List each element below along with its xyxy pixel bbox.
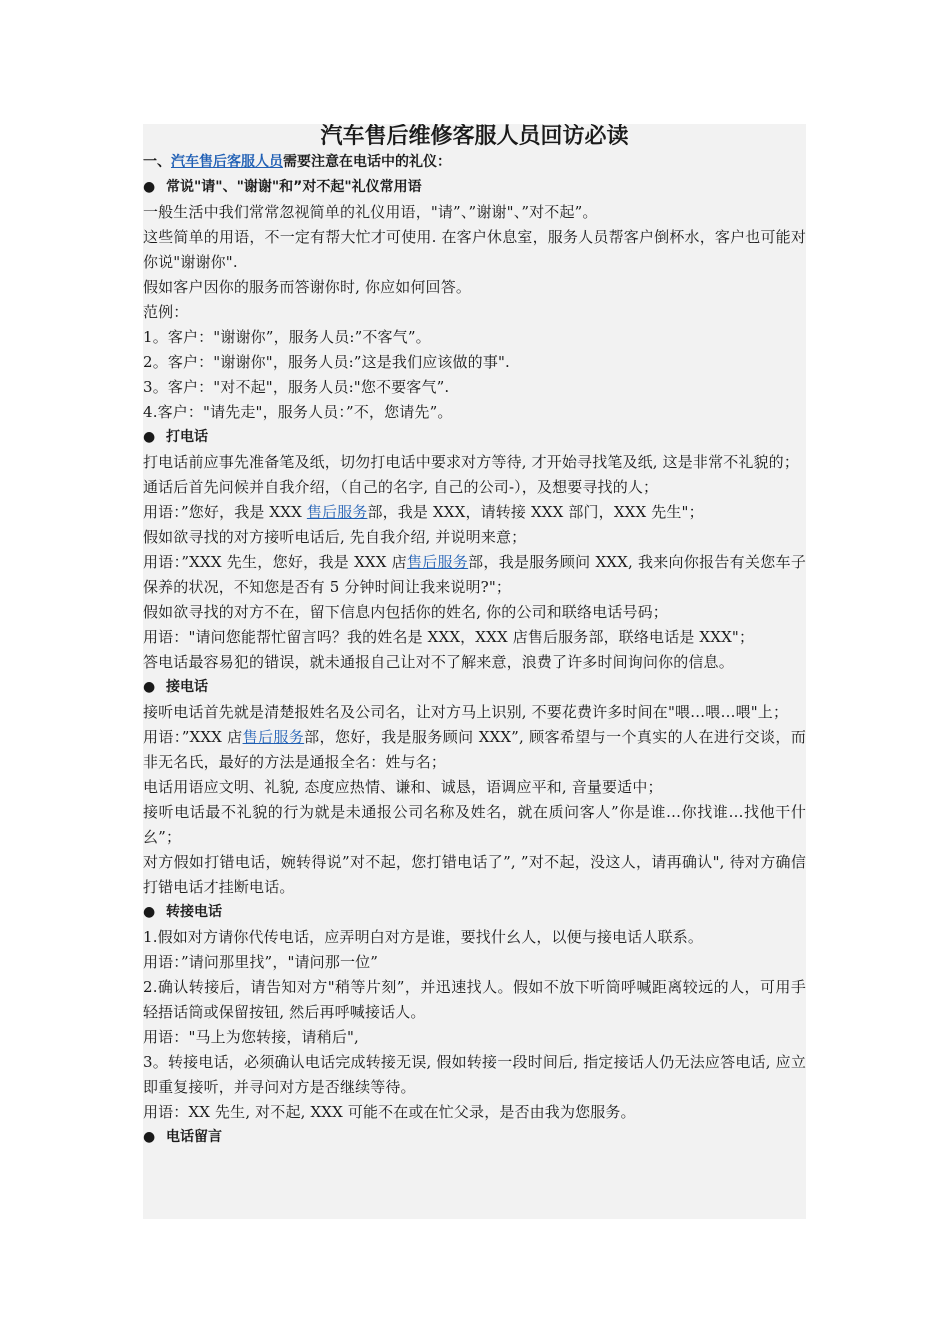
calling-paragraph-5 (143, 550, 806, 600)
after-sales-service-link[interactable]: 售后服务 (406, 553, 469, 571)
bullet-icon: ● (143, 179, 156, 195)
answering-p2-text-b: 部，您好，我是服务顾问 XXX”, 顾客希望与一个真实的人在进行交谈，而非无名氏，最好的方法是通报全名：姓与名； (143, 728, 806, 771)
bullet-icon: ● (143, 679, 156, 695)
transfer-paragraph-6: 用语：XX 先生, 对不起, XXX 可能不在或在忙父录，是否由我为您服务。 (143, 1103, 636, 1121)
example-item-4: 4.客户："请先走"，服务人员：”不，您请先”。 (143, 403, 453, 421)
section-1-heading (143, 150, 806, 175)
etiquette-heading-text: 常说"请"、"谢谢"和”对不起"礼仪常用语 (166, 179, 422, 195)
transfer-paragraph-1: 1.假如对方请你代传电话，应弄明白对方是谁，要找什幺人，以便与接电话人联系。 (143, 928, 704, 946)
calling-heading-text: 打电话 (166, 429, 208, 445)
calling-paragraph-7: 用语："请问您能帮忙留言吗？我的姓名是 XXX，XXX 店售后服务部，联络电话是 XXX"； (143, 628, 755, 646)
bullet-icon: ● (143, 1129, 156, 1145)
answering-paragraph-3: 电话用语应文明、礼貌, 态度应热情、谦和、诚恳，语调应平和, 音量要适中； (143, 778, 663, 796)
etiquette-paragraph-1: 一般生活中我们常常忽视简单的礼仪用语，"请”、”谢谢"、”对不起”。 (143, 203, 598, 221)
etiquette-paragraph-3: 假如客户因你的服务而答谢你时, 你应如何回答。 (143, 278, 471, 296)
transfer-paragraph-5: 3。转接电话，必须确认电话完成转接无误, 假如转接一段时间后, 指定接话人仍无法应答电话, 应立即重复接听，并寻问对方是否继续等待。 (143, 1053, 806, 1096)
answering-heading-text: 接电话 (166, 679, 208, 695)
calling-p5-text-b: 部，我是服务顾问 XXX, 我来向你报告有关您车子保养的状况，不知您是否有 5 分钟时间让我来说明?"； (143, 553, 806, 596)
answering-paragraph-5: 对方假如打错电话，婉转得说”对不起，您打错电话了”, ”对不起，没这人，请再确认", 待对方确信打错电话才挂断电话。 (143, 853, 806, 896)
answering-paragraph-4: 接听电话最不礼貌的行为就是未通报公司名称及姓名，就在质问客人”你是谁…你找谁…找他干什幺”； (143, 803, 806, 846)
transfer-paragraph-3: 2.确认转接后，请告知对方"稍等片刻”，并迅速找人。假如不放下听筒呼喊距离较远的人，可用手轻捂话筒或保留按钮, 然后再呼喊接话人。 (143, 978, 806, 1021)
answering-heading (143, 675, 806, 700)
message-heading (143, 1125, 806, 1150)
calling-paragraph-3 (143, 500, 806, 525)
example-label: 范例： (143, 303, 189, 321)
calling-paragraph-1: 打电话前应事先准备笔及纸，切勿打电话中要求对方等待, 才开始寻找笔及纸, 这是非常不礼貌的； (143, 453, 799, 471)
section-1-suffix: 需要注意在电话中的礼仪： (283, 154, 451, 170)
customer-service-staff-link[interactable]: 汽车售后客服人员 (171, 154, 283, 170)
answering-p2-text-a: 用语：”XXX 店 (143, 728, 243, 746)
calling-paragraph-4: 假如欲寻找的对方接听电话后, 先自我介绍, 并说明来意； (143, 528, 527, 546)
example-item-3: 3。客户："对不起"，服务人员:"您不要客气”. (143, 378, 450, 396)
after-sales-service-link[interactable]: 售后服务 (242, 728, 305, 746)
calling-p5-text-a: 用语：”XXX 先生，您好，我是 XXX 店 (143, 553, 407, 571)
calling-paragraph-8: 答电话最容易犯的错误，就未通报自己让对不了解来意，浪费了许多时间询问你的信息。 (143, 653, 734, 671)
etiquette-heading (143, 175, 806, 200)
calling-heading (143, 425, 806, 450)
bullet-icon: ● (143, 904, 156, 920)
answering-paragraph-2 (143, 725, 806, 775)
transfer-heading-text: 转接电话 (166, 904, 222, 920)
transfer-paragraph-4: 用语："马上为您转接，请稍后", (143, 1028, 359, 1046)
message-heading-text: 电话留言 (166, 1129, 222, 1145)
calling-paragraph-2: 通话后首先问候并自我介绍，（自己的名字, 自己的公司-），及想要寻找的人； (143, 478, 659, 496)
transfer-paragraph-2: 用语：”请问那里找”，"请问那一位” (143, 953, 379, 971)
section-1-prefix: 一、 (143, 154, 171, 170)
answering-paragraph-1: 接听电话首先就是清楚报姓名及公司名，让对方马上识别, 不要花费许多时间在"喂…喂…喂"上； (143, 703, 789, 721)
document-page (143, 124, 806, 1219)
document-title: 汽车售后维修客服人员回访必读 (320, 124, 629, 149)
calling-paragraph-6: 假如欲寻找的对方不在，留下信息内包括你的姓名, 你的公司和联络电话号码； (143, 603, 668, 621)
after-sales-service-link[interactable]: 售后服务 (306, 503, 368, 521)
calling-p3-text-b: 部，我是 XXX，请转接 XXX 部门，XXX 先生"； (367, 503, 704, 521)
bullet-icon: ● (143, 429, 156, 445)
calling-p3-text-a: 用语：”您好，我是 XXX (143, 503, 307, 521)
example-item-1: 1。客户："谢谢你”，服务人员:”不客气”。 (143, 328, 431, 346)
example-item-2: 2。客户："谢谢你"，服务人员:”这是我们应该做的事". (143, 353, 510, 371)
transfer-heading (143, 900, 806, 925)
etiquette-paragraph-2: 这些简单的用语，不一定有帮大忙才可使用. 在客户休息室，服务人员帮客户倒杯水，客户也可能对你说"谢谢你". (143, 228, 806, 271)
